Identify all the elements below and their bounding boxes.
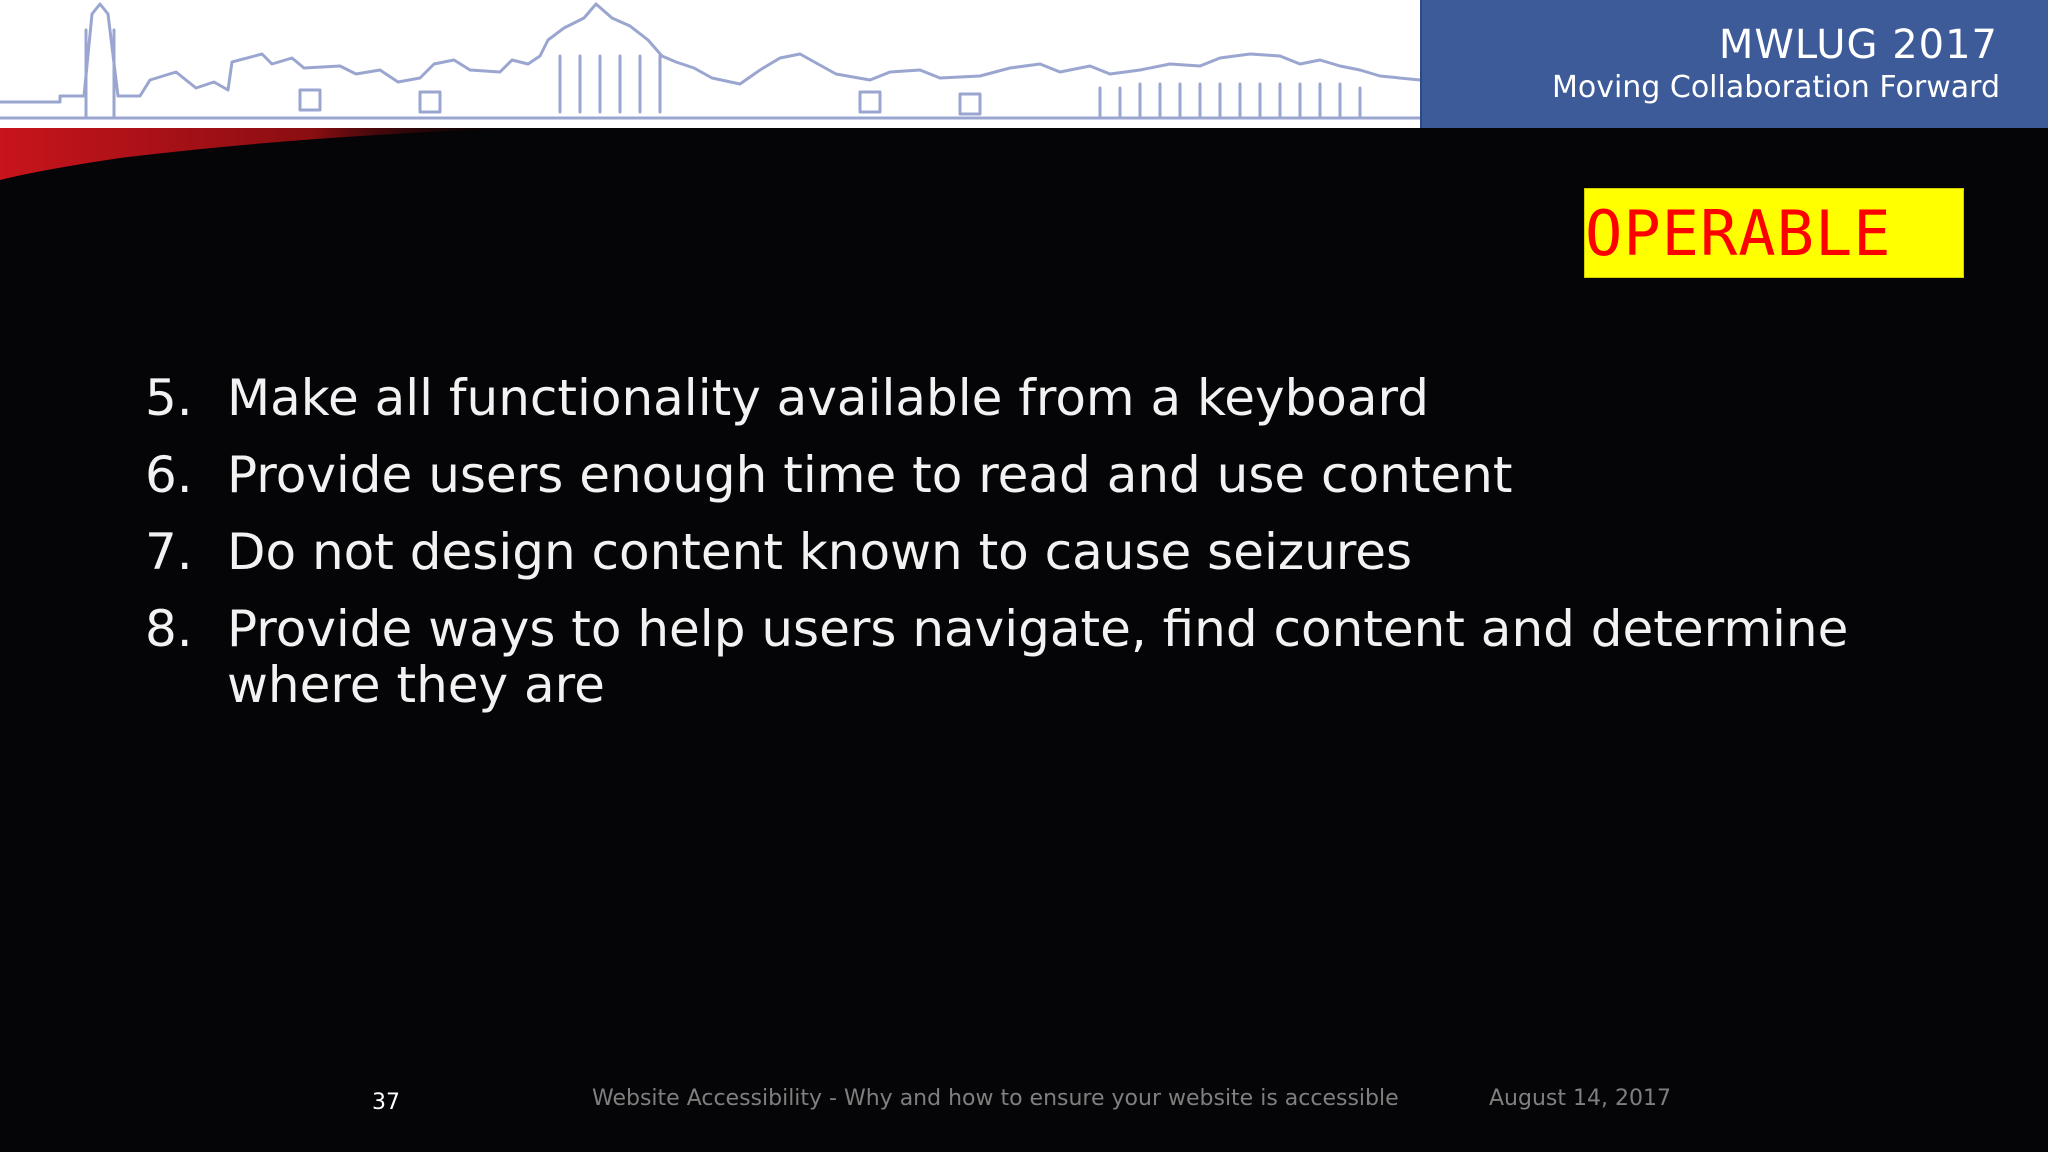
- list-item-text: Provide ways to help users navigate, find content and determine where they are: [227, 600, 1849, 714]
- principle-badge-label: OPERABLE: [1585, 197, 1892, 270]
- list-item-number: 8.: [145, 600, 193, 658]
- list-item-text: Make all functionality available from a keyboard: [227, 369, 1429, 427]
- list-item-number: 5.: [145, 369, 193, 427]
- city-skyline-illustration: [0, 0, 1420, 128]
- footer-date: August 14, 2017: [1489, 1086, 1671, 1111]
- guideline-list: [145, 370, 1935, 734]
- list-item: [145, 524, 1935, 580]
- list-item-text: Provide users enough time to read and use content: [227, 446, 1513, 504]
- list-item: [145, 601, 1935, 713]
- conference-subtitle: Moving Collaboration Forward: [1551, 70, 2000, 105]
- list-item: [145, 370, 1935, 426]
- footer-presentation-title: Website Accessibility - Why and how to ensure your website is accessible: [592, 1086, 1399, 1111]
- principle-badge: [1584, 188, 1964, 278]
- list-item: [145, 447, 1935, 503]
- header-banner: [0, 0, 2048, 128]
- conference-brand-box: [1420, 0, 2048, 128]
- conference-title: MWLUG 2017: [1718, 22, 1998, 68]
- red-swoosh-decoration: [0, 118, 520, 188]
- slide-number: 37: [372, 1090, 400, 1115]
- list-item-text: Do not design content known to cause seizures: [227, 523, 1413, 581]
- list-item-number: 6.: [145, 446, 193, 504]
- list-item-number: 7.: [145, 523, 193, 581]
